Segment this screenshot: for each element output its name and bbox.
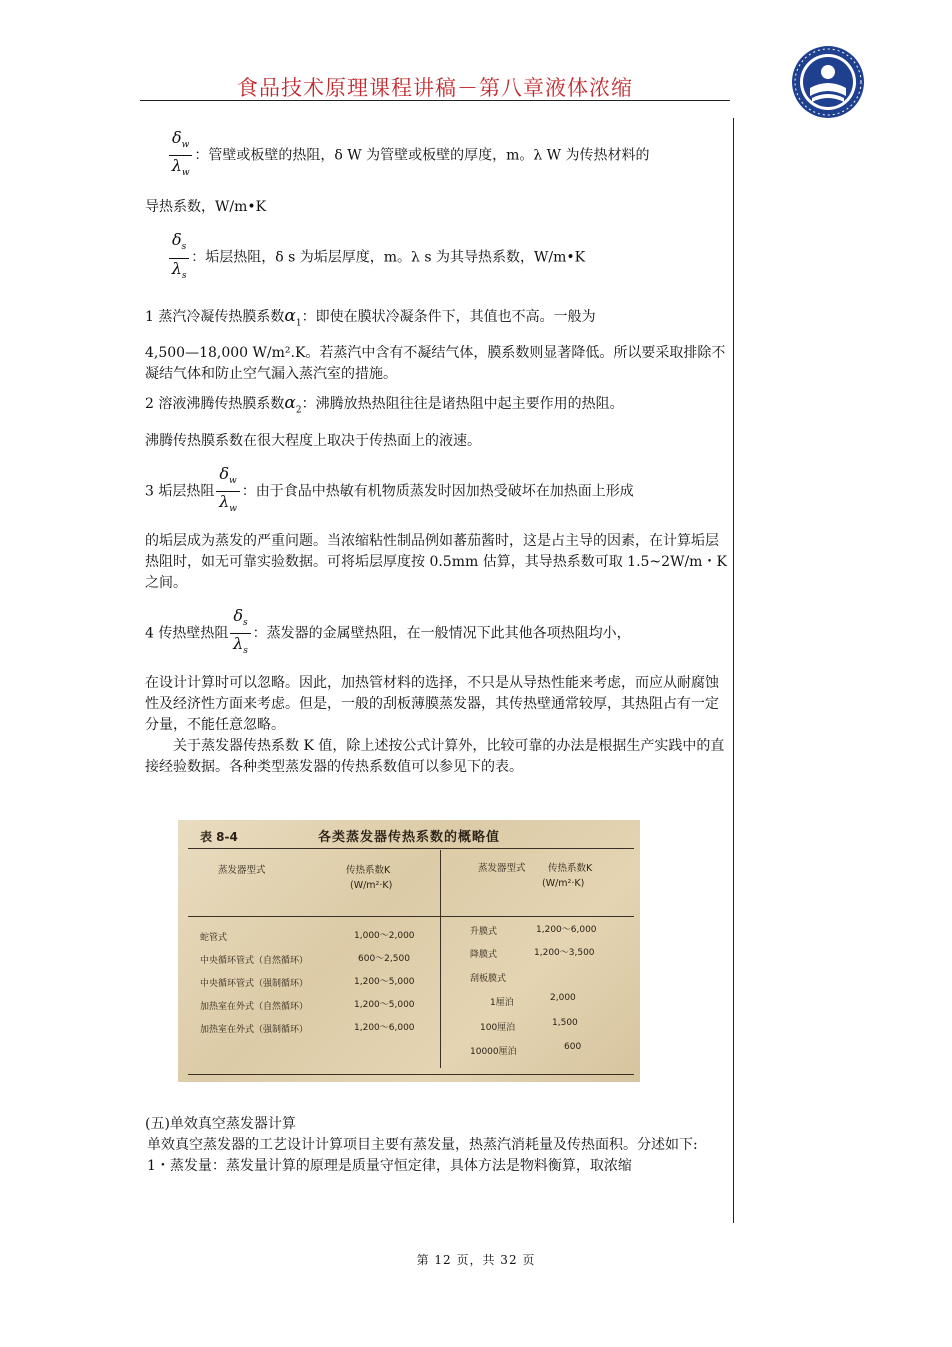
table-right-k: 1,500 — [552, 1018, 578, 1028]
fraction-item4: $\frac{\delta_s}{\lambda_s}$ — [230, 606, 250, 661]
table-caption: 表 8-4 — [200, 830, 238, 844]
table-header-type-left: 蒸发器型式 — [218, 865, 266, 876]
table-header-rule — [188, 916, 634, 917]
table-bottom-rule — [188, 1074, 634, 1075]
table-title: 各类蒸发器传热系数的概略值 — [318, 830, 501, 845]
table-right-k: 2,000 — [550, 993, 576, 1003]
item-4-line: 4 传热壁热阻 $\frac{\delta_s}{\lambda_s}$ ：蒸发器的金属壁热阻，在一般情况下此其他各项热阻均小， — [145, 606, 727, 661]
table-left-k: 1,000～2,000 — [354, 931, 415, 941]
table-right-k: 600 — [564, 1042, 582, 1052]
university-logo-icon — [790, 44, 866, 120]
section-5-paragraph-1: 单效真空蒸发器的工艺设计计算项目主要有蒸发量，热蒸汽消耗量及传热面积。分述如下: — [147, 1137, 698, 1153]
table-right-type: 1厘泊 — [490, 998, 514, 1008]
fraction-delta-w-lambda-w: $\frac{\delta_w}{\lambda_w}$ — [169, 128, 192, 183]
item-1-text: 4,500—18,000 W/m².K。若蒸汽中含有不凝结气体，膜系数则显著降低。所以要采取排除不凝结气体和防止空气漏入蒸汽室的措施。 — [145, 345, 726, 383]
table-left-k: 1,200～5,000 — [354, 1000, 415, 1010]
item-2-text: 沸腾传热膜系数在很大程度上取决于传热面上的液速。 — [145, 432, 481, 449]
table-right-type: 刮板膜式 — [470, 974, 507, 984]
table-left-k: 600～2,500 — [358, 954, 410, 964]
table-left-type: 加热室在外式（强制循环） — [200, 1025, 309, 1035]
table-center-rule — [440, 850, 441, 1068]
section-5-paragraph-2: 1・蒸发量：蒸发量计算的原理是质量守恒定律，具体方法是物料衡算，取浓缩 — [147, 1158, 632, 1174]
table-header-type-right: 蒸发器型式 — [478, 863, 526, 874]
item-3-line: 3 垢层热阻 $\frac{\delta_w}{\lambda_w}$ ：由于食品中热敏有机物质蒸发时因加热受破坏在加热面上形成 — [145, 464, 727, 519]
table-left-type: 蛇管式 — [200, 933, 228, 943]
table-left-type: 中央循环管式（自然循环） — [200, 956, 309, 966]
def-wall-resistance-cont: 导热系数，W/m•K — [145, 199, 267, 216]
table-right-type: 10000厘泊 — [470, 1047, 517, 1057]
section-5 — [145, 1114, 727, 1177]
table-right-k: 1,200～3,500 — [534, 948, 595, 958]
document-body — [145, 128, 727, 778]
table-top-rule — [188, 848, 634, 849]
header-divider — [140, 100, 730, 101]
table-header-unit-right: (W/m²·K) — [542, 878, 585, 889]
table-left-type: 中央循环管式（强制循环） — [200, 979, 309, 989]
right-margin-rule — [733, 118, 734, 1223]
fraction-delta-s-lambda-s: $\frac{\delta_s}{\lambda_s}$ — [169, 230, 189, 285]
item-3-text: 的垢层成为蒸发的严重问题。当浓缩粘性制品例如蕃茄酱时，这是占主导的因素，在计算垢层热阻时，如无可靠实验数据。可将垢层厚度按 0.5mm 估算，其导热系数可取 1.5~2W/m・K 之间。 — [145, 532, 727, 591]
table-left-k: 1,200～5,000 — [354, 977, 415, 987]
table-right-type: 100厘泊 — [480, 1023, 516, 1033]
item-4-text: 在设计计算时可以忽略。因此，加热管材料的选择，不只是从导热性能来考虑，而应从耐腐蚀性及经济性方面来考虑。但是，一般的刮板薄膜蒸发器，其传热壁通常较厚，其热阻占有一定分量，不能任意忽略。 — [145, 675, 719, 734]
evaporator-k-table — [178, 820, 640, 1082]
table-right-type: 降膜式 — [470, 950, 498, 960]
table-right-type: 升膜式 — [470, 927, 498, 937]
fraction-item3: $\frac{\delta_w}{\lambda_w}$ — [216, 464, 239, 519]
k-value-paragraph: 关于蒸发器传热系数 K 值，除上述按公式计算外，比较可靠的办法是根据生产实践中的直接经验数据。各种类型蒸发器的传热系数值可以参见下的表。 — [145, 738, 725, 776]
table-header-k-right: 传热系数K — [548, 863, 593, 874]
table-header-unit-left: (W/m²·K) — [350, 880, 393, 891]
document-header-title: 食品技术原理课程讲稿－第八章液体浓缩 — [237, 76, 633, 100]
item-2-line: 2 溶液沸腾传热膜系数$\alpha_2$：沸腾放热热阻往往是诸热阻中起主要作用的热阻。 — [145, 393, 624, 416]
table-header-k-left: 传热系数K — [346, 865, 391, 876]
page-footer: 第 12 页，共 32 页 — [416, 1253, 536, 1267]
table-right-k: 1,200～6,000 — [536, 925, 597, 935]
table-left-k: 1,200～6,000 — [354, 1023, 415, 1033]
item-1-line: 1 蒸汽冷凝传热膜系数$\alpha_1$：即使在膜状冷凝条件下，其值也不高。一般为 — [145, 305, 596, 329]
table-left-type: 加热室在外式（自然循环） — [200, 1002, 309, 1012]
section-5-title: (五)单效真空蒸发器计算 — [145, 1116, 296, 1132]
def-scale-resistance: $\frac{\delta_s}{\lambda_s}$ ：垢层热阻，δ s 为垢层厚度，m。λ s 为其导热系数，W/m•K — [167, 230, 727, 285]
def-wall-resistance: $\frac{\delta_w}{\lambda_w}$ ：管壁或板壁的热阻，δ W 为管壁或板壁的厚度，m。λ W 为传热材料的 — [167, 128, 727, 183]
